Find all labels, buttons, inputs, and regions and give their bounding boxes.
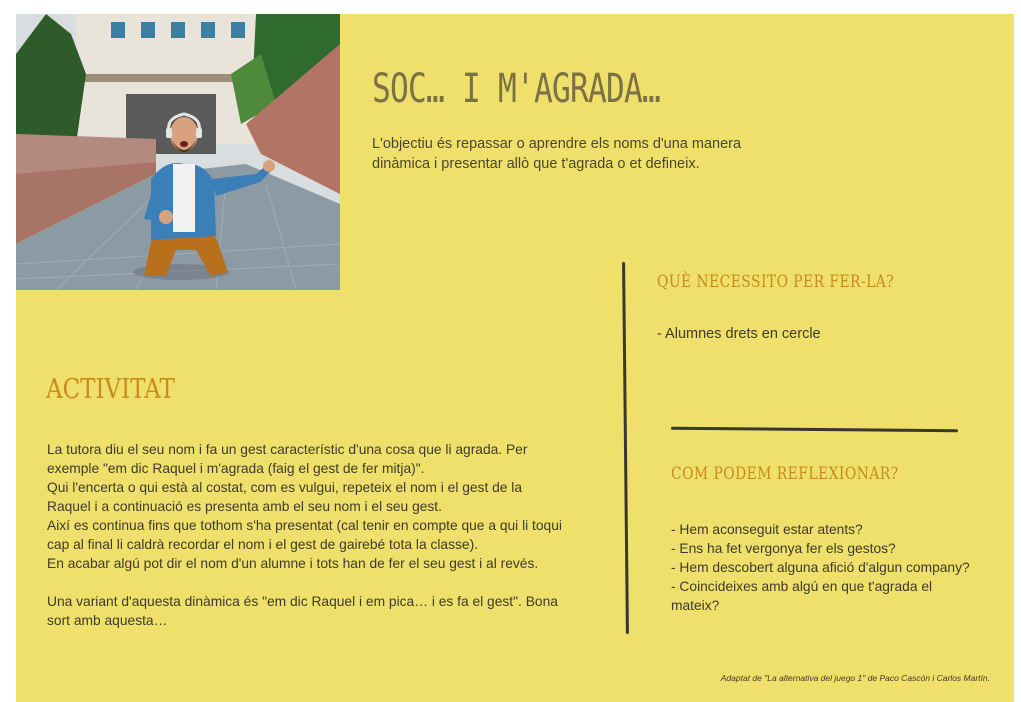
activitat-paragraph: Una variant d'aquesta dinàmica és "em dic Raquel i em pica… i es fa el gest". Bona sort amb aquesta… — [47, 594, 558, 628]
necessito-heading: QUÈ NECESSITO PER FER-LA? — [657, 272, 895, 292]
reflexionar-heading: COM PODEM REFLEXIONAR? — [671, 464, 899, 484]
reflexionar-questions — [671, 520, 971, 615]
horizontal-divider — [671, 427, 958, 433]
activitat-body — [47, 440, 562, 630]
header-photo — [16, 14, 340, 290]
activitat-paragraph: Així es continua fins que tothom s'ha presentat (cal tenir en compte que a qui li toqui cap al final li caldrà recordar el nom i el gest de gairebé tota la classe). — [47, 518, 562, 552]
activitat-paragraph: Qui l'encerta o qui està al costat, com es vulgui, repeteix el nom i el gest de la Raquel i a continuació es presenta amb el seu nom i el seu gest. — [47, 480, 523, 514]
activitat-heading: ACTIVITAT — [46, 374, 175, 405]
activity-card — [16, 14, 1014, 702]
question-item: - Hem aconseguit estar atents? — [671, 522, 863, 537]
activitat-paragraph: En acabar algú pot dir el nom d'un alumne i tots han de fer el seu gest i al revés. — [47, 556, 539, 571]
page-title: SOC… I M'AGRADA… — [372, 66, 661, 112]
credit-note: Adaptat de "La alternativa del juego 1" de Paco Cascón i Carlos Martín. — [720, 673, 990, 683]
necessito-text: - Alumnes drets en cercle — [657, 326, 821, 342]
vertical-divider — [622, 262, 629, 634]
intro-text: L'objectiu és repassar o aprendre els noms d'una manera dinàmica i presentar allò que t'agrada o et defineix. — [372, 136, 742, 172]
question-item: - Coincideixes amb algú en que t'agrada el mateix? — [671, 579, 933, 613]
question-item: - Hem descobert alguna afició d'algun company? — [671, 560, 970, 575]
paragraph-gap — [47, 573, 562, 592]
activitat-paragraph: La tutora diu el seu nom i fa un gest característic d'una cosa que li agrada. Per exemple "em dic Raquel i m'agrada (faig el gest de fer mitja)". — [47, 442, 528, 476]
question-item: - Ens ha fet vergonya fer els gestos? — [671, 541, 896, 556]
